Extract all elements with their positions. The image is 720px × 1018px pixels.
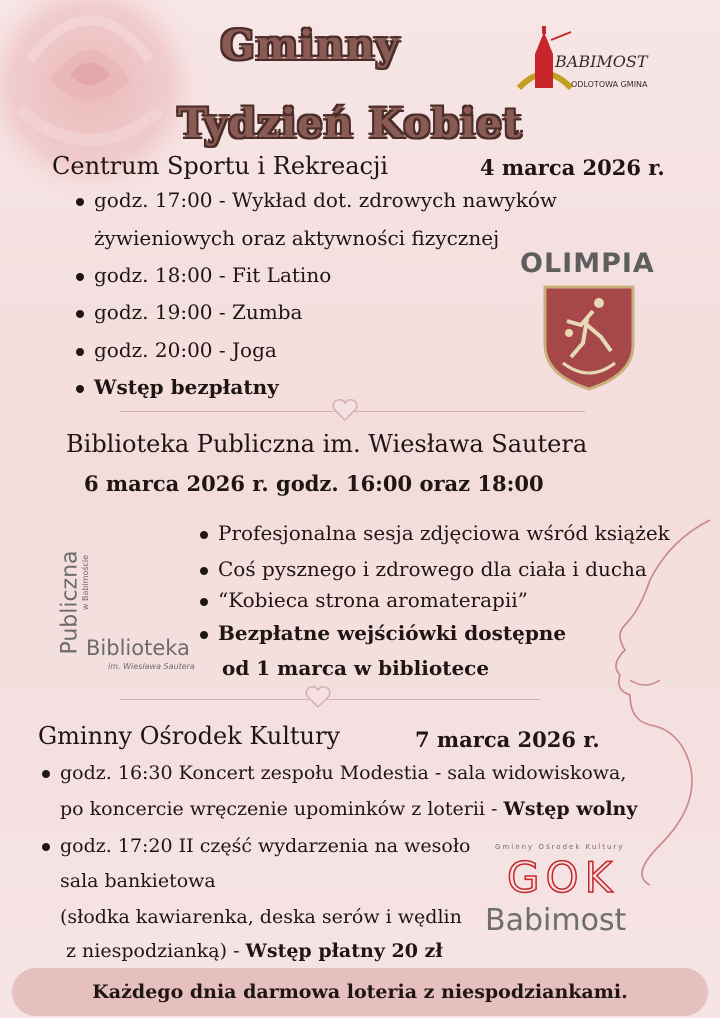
section1-item-1-cont: żywieniowych oraz aktywności fizycznej — [94, 226, 500, 250]
section2-item-2: Coś pysznego i zdrowego dla ciała i ducha — [200, 557, 647, 581]
section1-place: Centrum Sportu i Rekreacji — [52, 152, 389, 180]
section1-item-2: godz. 18:00 - Fit Latino — [76, 263, 331, 287]
section1-free-entry: Wstęp bezpłatny — [76, 375, 279, 399]
section3-item-2-line4: z niespodzianką) - Wstęp płatny 20 zł — [66, 940, 443, 962]
gok-logo-mark: GOK — [507, 853, 619, 902]
biblioteka-logo-word2: Biblioteka — [86, 636, 190, 660]
biblioteka-logo — [50, 548, 210, 678]
biblioteka-logo-word2-sub: im. Wiesława Sautera — [108, 662, 195, 671]
babimost-logo-tagline: ODLOTOWA GMINA — [571, 80, 648, 89]
bullet-icon — [76, 310, 84, 318]
section2-item-4: Bezpłatne wejściówki dostępne — [200, 621, 566, 645]
section1-date: 4 marca 2026 r. — [480, 155, 665, 180]
bullet-icon — [200, 531, 208, 539]
section2-item-4-cont: od 1 marca w bibliotece — [222, 656, 490, 680]
bullet-icon — [76, 348, 84, 356]
section3-item-2-line3: (słodka kawiarenka, deska serów i wędlin — [60, 906, 462, 928]
section2-date: 6 marca 2026 r. godz. 16:00 oraz 18:00 — [84, 471, 544, 496]
bullet-icon — [76, 198, 84, 206]
gok-logo-name: Babimost — [485, 903, 627, 938]
section3-item-1-cont: po koncercie wręczenie upominków z loterii - Wstęp wolny — [60, 798, 638, 820]
section3-place: Gminny Ośrodek Kultury — [38, 722, 341, 750]
section1-item-3: godz. 19:00 - Zumba — [76, 300, 302, 324]
section2-item-3: “Kobieca strona aromaterapii” — [200, 588, 528, 612]
gok-logo — [485, 843, 645, 948]
title-line1: Gminny — [220, 22, 400, 69]
title-line2: Tydzień Kobiet — [177, 100, 523, 147]
section3-item-2: godz. 17:20 II część wydarzenia na wesoło — [42, 835, 470, 857]
bullet-icon — [76, 273, 84, 281]
biblioteka-logo-word1-sub: w Babimoście — [81, 554, 91, 611]
section1-item-1: godz. 17:00 - Wykład dot. zdrowych nawyków — [76, 188, 557, 212]
section3-date: 7 marca 2026 r. — [415, 727, 600, 752]
lottery-text: Każdego dnia darmowa loteria z niespodziankami. — [92, 981, 628, 1003]
section3-item-2-line2: sala bankietowa — [60, 870, 216, 892]
paid-entry-label: Wstęp płatny 20 zł — [245, 940, 443, 962]
biblioteka-logo-word1: Publiczna — [57, 550, 83, 655]
babimost-logo — [515, 26, 665, 96]
olimpia-crest-icon — [543, 285, 635, 391]
babimost-logo-name: BABIMOST — [555, 52, 648, 71]
section2-place: Biblioteka Publiczna im. Wiesława Sautera — [66, 430, 588, 458]
gok-logo-top: Gminny Ośrodek Kultury — [495, 843, 625, 851]
section3-item-1: godz. 16:30 Koncert zespołu Modestia - sala widowiskowa, — [42, 762, 626, 784]
section2-item-1: Profesjonalna sesja zdjęciowa wśród książek — [200, 521, 670, 545]
heart-icon — [304, 685, 332, 709]
olimpia-logo-text: OLIMPIA — [520, 248, 655, 279]
heart-icon — [331, 398, 359, 422]
free-entry-label: Wstęp wolny — [503, 798, 638, 820]
section1-item-4: godz. 20:00 - Joga — [76, 338, 277, 362]
bullet-icon — [42, 770, 50, 778]
lottery-banner — [12, 968, 708, 1016]
bullet-icon — [42, 843, 50, 851]
bullet-icon — [76, 385, 84, 393]
